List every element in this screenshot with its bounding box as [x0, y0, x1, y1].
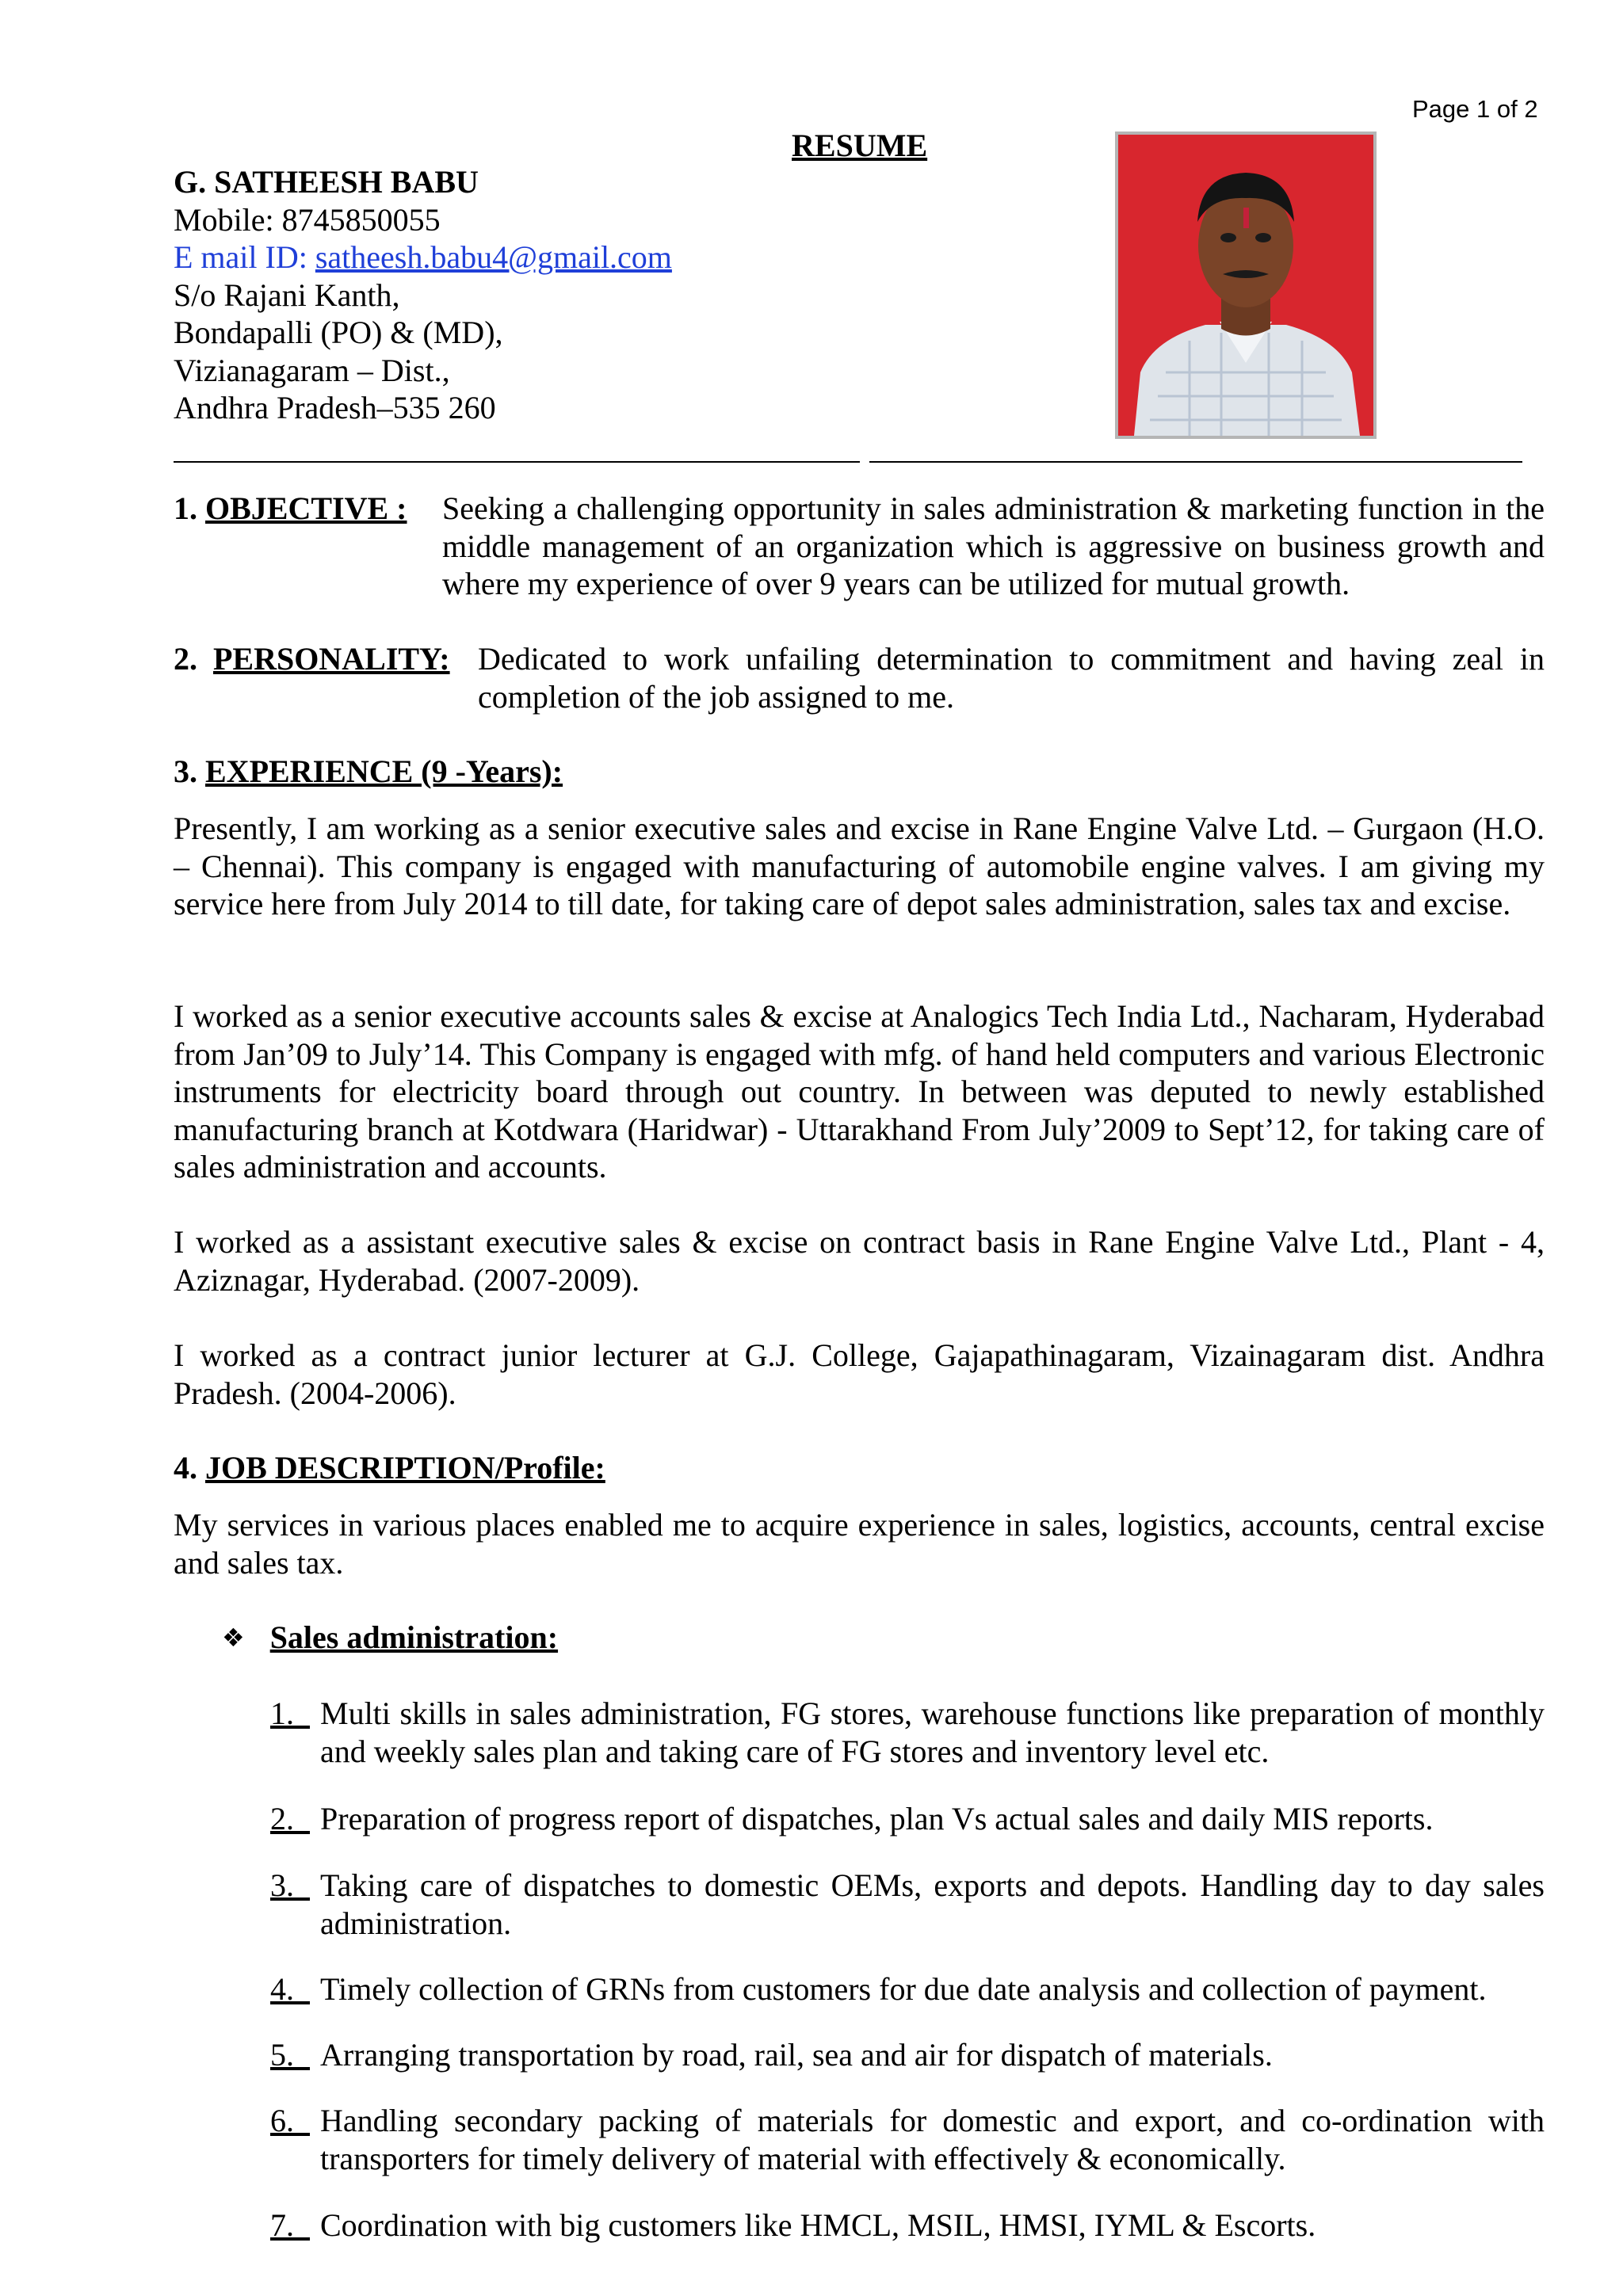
email-label: E mail ID: — [174, 239, 315, 275]
objective-text: Seeking a challenging opportunity in sales administration & marketing function in the middle management of an organization which is aggressive on business growth and where my experience of over 9 years can be utilized for mutual growth. — [442, 490, 1545, 601]
list-item: 5. Arranging transportation by road, rail, sea and air for dispatch of materials. — [270, 2037, 1273, 2073]
contact-block — [174, 163, 672, 427]
candidate-name: G. SATHEESH BABU — [174, 164, 479, 200]
header-divider-left — [174, 461, 860, 463]
list-item: 2. Preparation of progress report of dispatches, plan Vs actual sales and daily MIS reports. — [270, 1801, 1434, 1836]
email-line — [174, 238, 672, 277]
list-item: 3. Taking care of dispatches to domestic OEMs, exports and depots. Handling day to day sales administration. — [270, 1867, 1545, 1941]
experience-paragraph: I worked as a senior executive accounts sales & excise at Analogics Tech India Ltd., Nacharam, Hyderabad from Jan’09 to July’14. This Company is engaged with mfg. of hand held computers and various Electronic instruments for electricity board through out country. In between was deputed to newly established manufacturing branch at Kotdwara (Haridwar) - Uttarakhand From July’2009 to Sept’12, for taking care of sales administration and accounts. — [174, 998, 1545, 1184]
list-item: 6. Handling secondary packing of materials for domestic and export, and co-ordination with transporters for timely delivery of material with effectively & economically. — [270, 2103, 1545, 2176]
address-line: Andhra Pradesh–535 260 — [174, 390, 496, 425]
email-link[interactable]: satheesh.babu4@gmail.com — [315, 239, 672, 275]
job-description-intro: My services in various places enabled me to acquire experience in sales, logistics, accounts, central excise and sales tax. — [174, 1507, 1545, 1581]
personality-section — [174, 640, 1545, 715]
experience-paragraph: Presently, I am working as a senior executive sales and excise in Rane Engine Valve Ltd. – Gurgaon (H.O. – Chennai). This company is engaged with manufacturing of automobile engine valves. I am giving my service here from July 2014 to till date, for taking care of depot sales administration, sales tax and excise. — [174, 810, 1545, 921]
experience-paragraph: I worked as a contract junior lecturer at G.J. College, Gajapathinagaram, Vizainagaram dist. Andhra Pradesh. (2004-2006). — [174, 1337, 1545, 1411]
list-item: 4. Timely collection of GRNs from customers for due date analysis and collection of payment. — [270, 1971, 1487, 2007]
mobile-number: Mobile: 8745850055 — [174, 201, 441, 238]
personality-text: Dedicated to work unfailing determination to commitment and having zeal in completion of the job assigned to me. — [478, 641, 1545, 715]
diamond-bullet-icon: ❖ — [222, 1622, 245, 1653]
job-description-heading: 4. JOB DESCRIPTION/Profile: — [174, 1450, 605, 1486]
objective-section — [174, 490, 1545, 603]
header-divider-right — [869, 461, 1522, 463]
portrait-illustration — [1118, 135, 1373, 436]
address-line: S/o Rajani Kanth, — [174, 277, 400, 313]
list-item: 7. Coordination with big customers like HMCL, MSIL, HMSI, IYML & Escorts. — [270, 2207, 1316, 2243]
personality-heading: 2. PERSONALITY: — [174, 641, 450, 677]
profile-photo — [1115, 132, 1377, 439]
experience-heading: 3. EXPERIENCE (9 -Years): — [174, 753, 563, 789]
page-number: Page 1 of 2 — [1412, 95, 1538, 123]
address-line: Vizianagaram – Dist., — [174, 352, 450, 388]
experience-paragraph: I worked as a assistant executive sales & excise on contract basis in Rane Engine Valve Ltd., Plant - 4, Aziznagar, Hyderabad. (2007-2009). — [174, 1224, 1545, 1298]
document-title: RESUME — [792, 128, 928, 163]
address-line: Bondapalli (PO) & (MD), — [174, 315, 503, 350]
list-item: 1. Multi skills in sales administration, FG stores, warehouse functions like preparation of monthly and weekly sales plan and taking care of FG stores and inventory level etc. — [270, 1695, 1545, 1769]
sales-admin-subheading: ❖ Sales administration: — [222, 1619, 559, 1655]
objective-heading: 1. OBJECTIVE : — [174, 490, 407, 526]
